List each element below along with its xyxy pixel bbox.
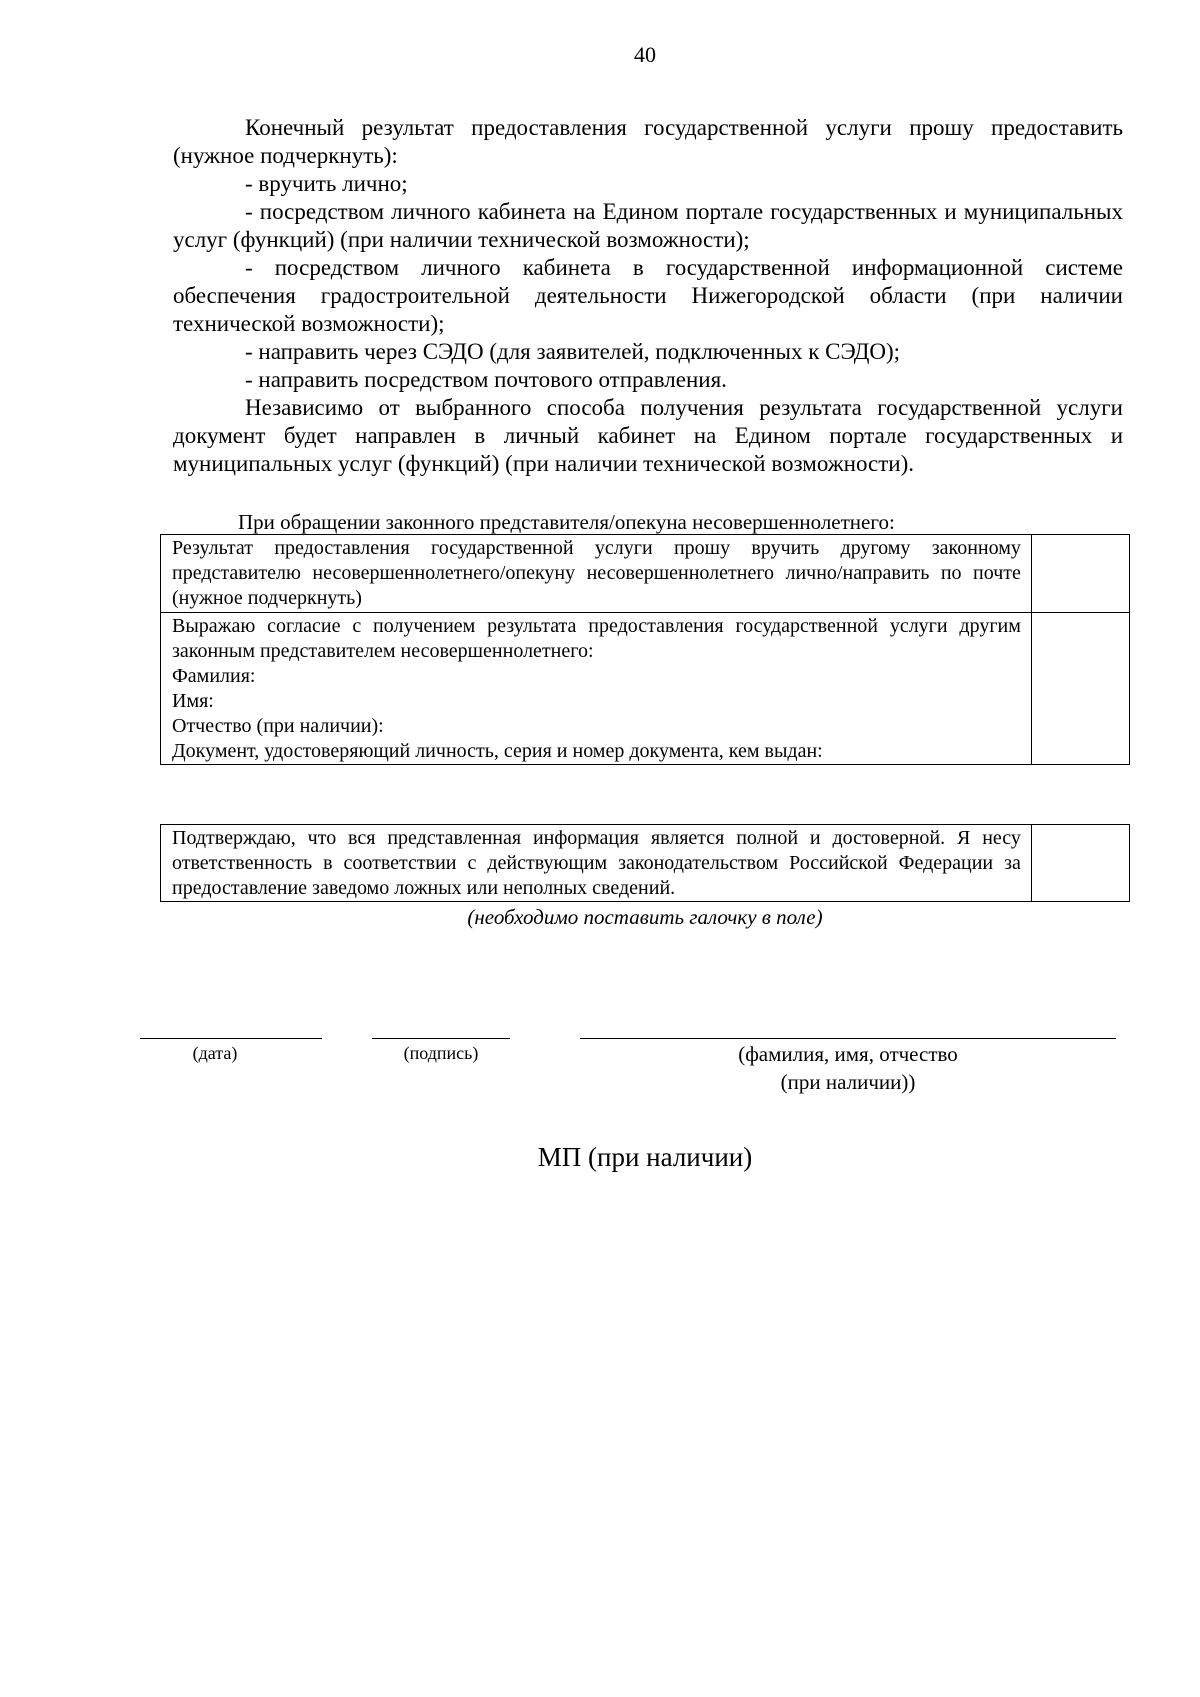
result-delivery-section: [173, 114, 1123, 478]
checkbox-note: (необходимо поставить галочку в поле): [467, 905, 823, 929]
intro-line-1: Конечный результат предоставления государственной услуги прошу предоставить: [245, 115, 1123, 140]
option-post: - направить посредством почтового отправления.: [245, 367, 727, 392]
independent-note: Независимо от выбранного способа получения результата государственной услуги документ будет направлен в личный кабинет на Едином портале государственных и муниципальных услуг (функций) (при наличии технической возможности).: [173, 395, 1123, 476]
confirm-checkbox[interactable]: [1031, 825, 1129, 902]
option-epgu-cabinet: - посредством личного кабинета на Едином портале государственных и муниципальных услуг (функций) (при наличии технической возможности);: [173, 199, 1123, 252]
guardian-consent-checkbox[interactable]: [1031, 613, 1129, 765]
option-sedo: - направить через СЭДО (для заявителей, подключенных к СЭДО);: [245, 339, 901, 364]
fio-label-line1: (фамилия, имя, отчество: [738, 1042, 958, 1066]
field-name-label: Имя:: [172, 690, 214, 712]
guardian-row-consent: [161, 613, 1130, 765]
guardian-row-delivery-text: Результат предоставления государственной услуги прошу вручить другому законному представителю несовершеннолетнего/опекуну несовершеннолетнего лично/направить по почте (нужное подчеркнуть): [161, 535, 1032, 613]
guardian-row-consent-text: [161, 613, 1032, 765]
option-gisogd-cabinet: - посредством личного кабинета в государственной информационной системе обеспечения градостроительной деятельности Нижегородской области (при наличии технической возможности);: [173, 255, 1123, 336]
fio-line[interactable]: [580, 1038, 1116, 1039]
confirm-text: Подтверждаю, что вся представленная информация является полной и достоверной. Я несу ответственность в соответствии с действующим законодательством Российской Федерации за предоставление заведомо ложных или неполных сведений.: [161, 825, 1032, 902]
option-in-person: - вручить лично;: [245, 171, 408, 196]
confirm-table: [160, 824, 1130, 902]
signature-label: (подпись): [403, 1043, 479, 1063]
field-patronymic-label: Отчество (при наличии):: [172, 715, 384, 737]
date-label: (дата): [192, 1043, 238, 1063]
guardian-caption: При обращении законного представителя/опекуна несовершеннолетнего:: [238, 510, 895, 534]
guardian-delivery-checkbox[interactable]: [1031, 535, 1129, 613]
guardian-row-delivery: [161, 535, 1130, 613]
fio-label-line2: (при наличии)): [780, 1070, 916, 1094]
page-number: 40: [634, 42, 656, 67]
fio-label: [580, 1040, 1116, 1096]
date-line[interactable]: [140, 1038, 322, 1039]
signature-line[interactable]: [372, 1038, 510, 1039]
field-surname-label: Фамилия:: [172, 665, 256, 687]
field-id-document-label: Документ, удостоверяющий личность, серия и номер документа, кем выдан:: [172, 740, 823, 762]
consent-intro: Выражаю согласие с получением результата предоставления государственной услуги другим законным представителем несовершеннолетнего:: [172, 615, 1021, 662]
guardian-table: [160, 534, 1130, 765]
confirm-row: [161, 825, 1130, 902]
intro-line-2: (нужное подчеркнуть):: [173, 143, 398, 168]
stamp-placeholder: МП (при наличии): [537, 1142, 753, 1172]
